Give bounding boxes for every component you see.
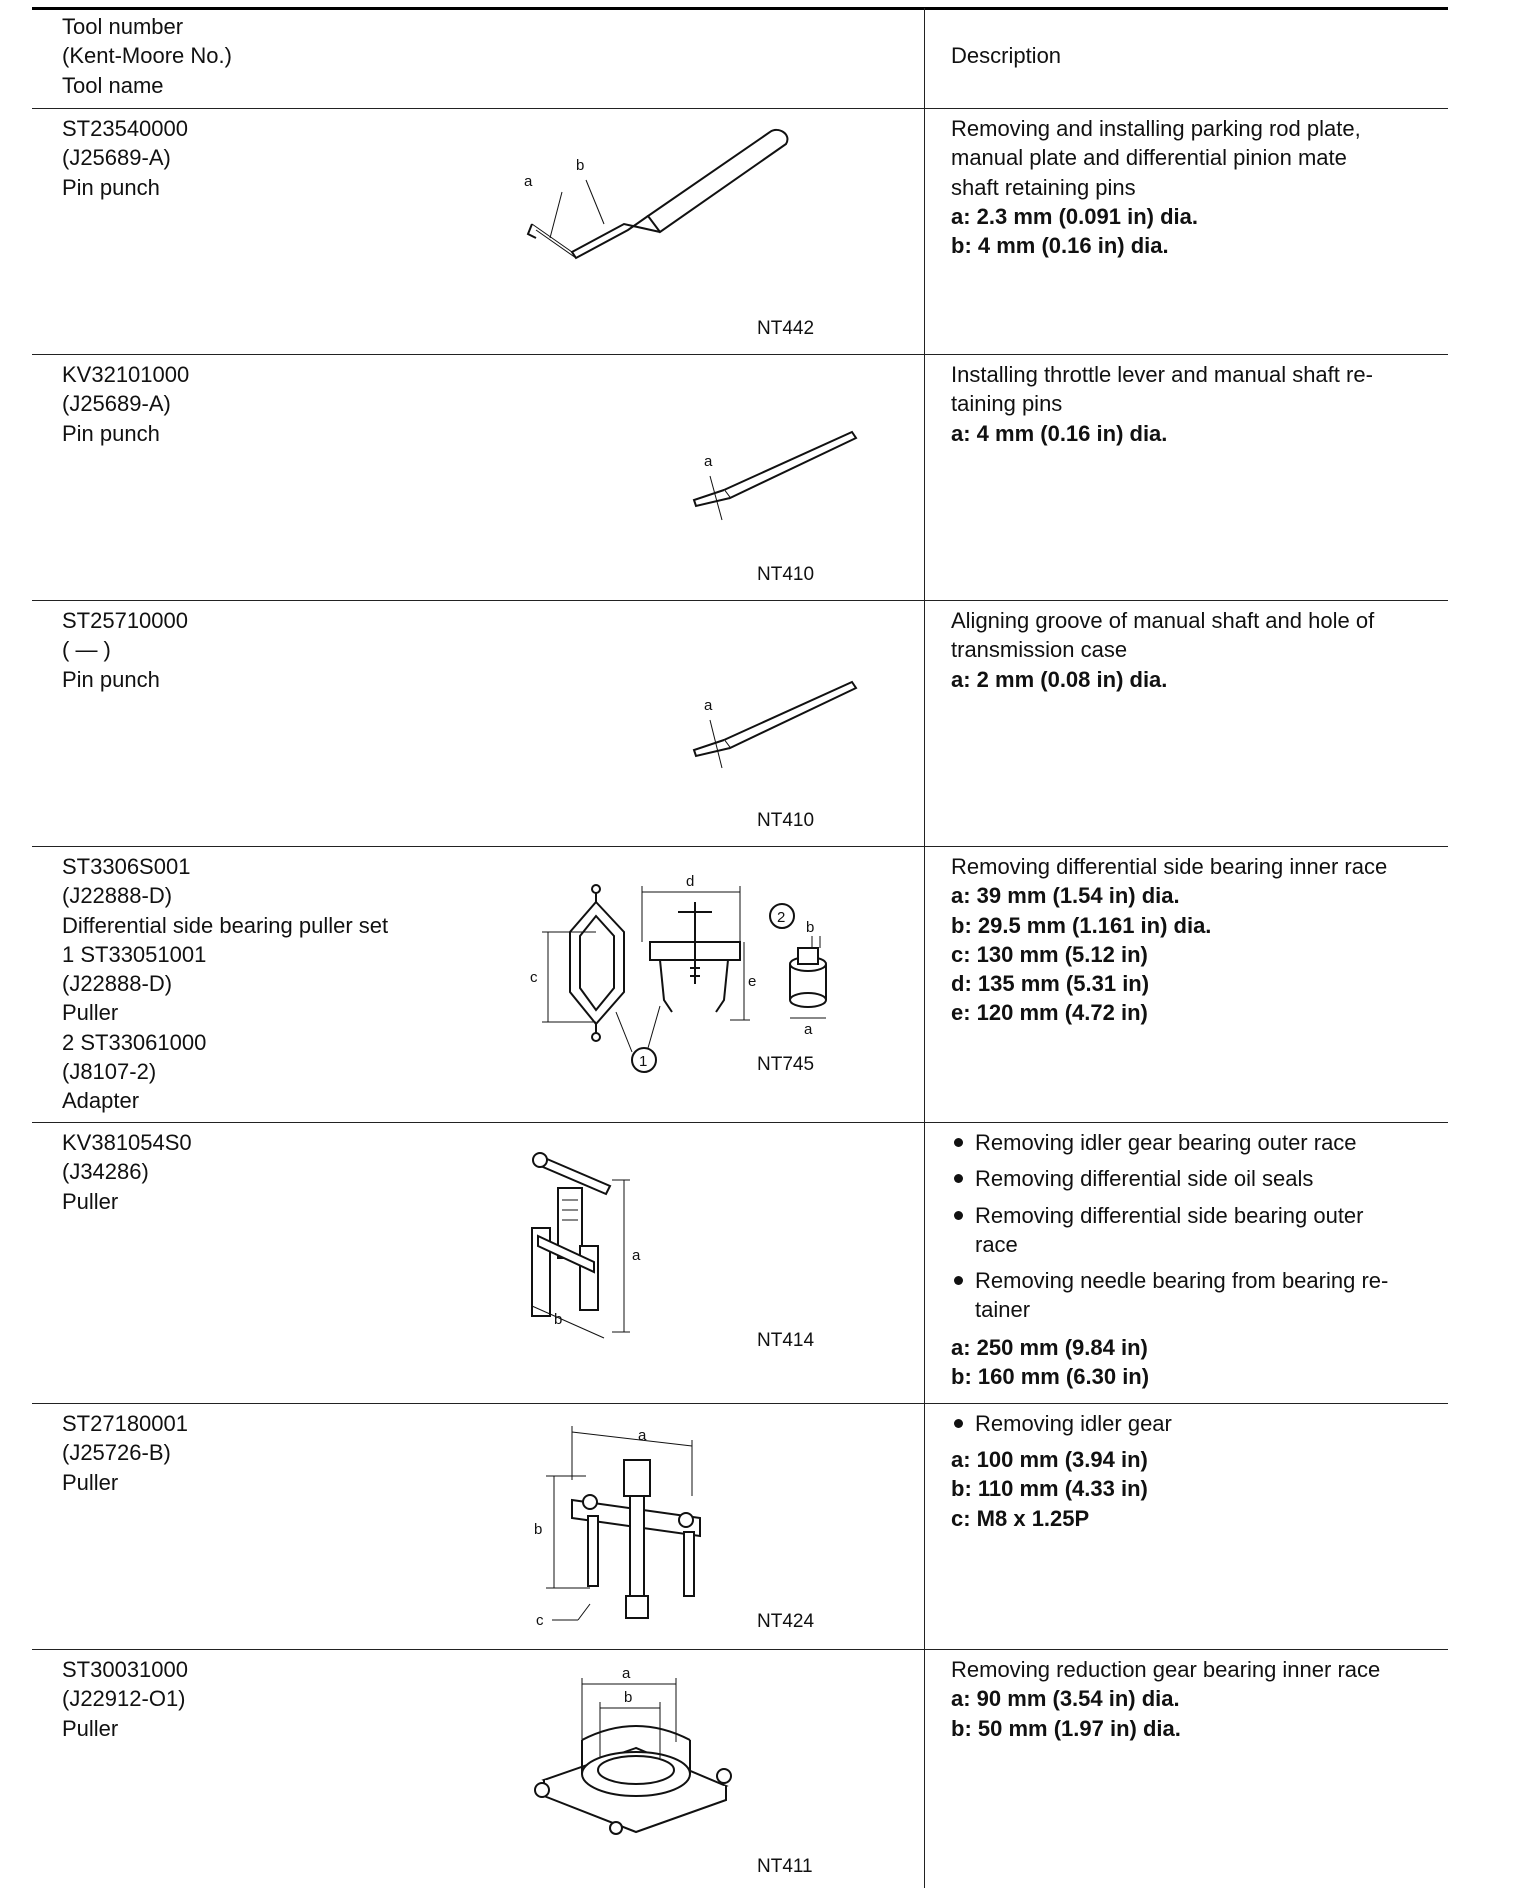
figure-code: NT414: [757, 1330, 815, 1351]
row-rule: [32, 1403, 1448, 1404]
description-line: Removing differential side bearing inner race: [951, 854, 1388, 879]
figure-label: b: [554, 1311, 563, 1328]
figure-label: a: [804, 1021, 813, 1038]
figure-label: a: [704, 697, 713, 714]
header-description: Description: [951, 43, 1062, 68]
tool-name: Puller: [62, 1469, 119, 1495]
spec-line: d: 135 mm (5.31 in): [951, 971, 1150, 997]
table-top-rule: [32, 7, 1448, 10]
tool-number: ST25710000: [62, 608, 188, 633]
figure-code: NT424: [757, 1611, 815, 1632]
task-item: Removing idler gear: [951, 1409, 1172, 1438]
tool-name: Puller: [62, 1715, 119, 1741]
pin-punch-figure: [680, 420, 860, 530]
description-line: Removing reduction gear bearing inner race: [951, 1657, 1381, 1682]
description-cell: [951, 360, 1373, 448]
figure-label: b: [534, 1521, 543, 1538]
spec-line: a: 90 mm (3.54 in) dia.: [951, 1686, 1180, 1712]
tool-number: ST27180001: [62, 1411, 188, 1436]
spec-line: a: 100 mm (3.94 in): [951, 1447, 1148, 1472]
row-rule: [32, 846, 1448, 847]
tool-name: Pin punch: [62, 174, 160, 200]
kent-moore-number: (J25689-A): [62, 145, 171, 171]
figure-label: e: [748, 973, 757, 990]
tool-cell: [62, 1655, 188, 1743]
component-name: Puller: [62, 1000, 119, 1026]
figure-label: b: [576, 157, 585, 174]
bearing-race-puller-figure: [526, 1662, 746, 1832]
figure-label: d: [686, 873, 695, 890]
task-item: Removing differential side oil seals: [951, 1164, 1388, 1193]
component-number: 2 ST33061000: [62, 1029, 207, 1055]
t-handle-puller-figure: [520, 1136, 670, 1346]
task-item: Removing needle bearing from bearing re- tainer: [951, 1266, 1388, 1325]
component-number: 1 ST33051001: [62, 941, 207, 967]
figure-label: c: [536, 1612, 544, 1629]
spec-line: b: 4 mm (0.16 in) dia.: [951, 233, 1169, 259]
description-cell: [951, 852, 1387, 1028]
tool-name: Pin punch: [62, 420, 160, 446]
figure-callout-2: 2: [777, 909, 786, 926]
description-line: Installing throttle lever and manual shaft re-: [951, 362, 1373, 387]
figure-label: a: [632, 1247, 641, 1264]
kent-moore-number: (J22888-D): [62, 883, 173, 909]
kent-moore-number: (J22888-D): [62, 971, 173, 997]
task-item: Removing idler gear bearing outer race: [951, 1128, 1388, 1157]
kent-moore-number: (J25689-A): [62, 391, 171, 417]
tool-cell: [62, 606, 188, 694]
figure-label: a: [638, 1427, 647, 1444]
tool-cell: [62, 1409, 188, 1497]
tool-name: Puller: [62, 1188, 119, 1214]
row-rule: [32, 1649, 1448, 1650]
spec-line: c: 130 mm (5.12 in): [951, 941, 1148, 967]
spec-line: c: M8 x 1.25P: [951, 1505, 1090, 1531]
tool-cell: [62, 852, 388, 1116]
tool-name: Pin punch: [62, 666, 160, 692]
figure-code: NT411: [757, 1856, 813, 1877]
header-rule: [32, 108, 1448, 109]
idler-gear-puller-figure: [530, 1420, 730, 1630]
tool-number: KV381054S0: [62, 1130, 192, 1155]
tool-name: Differential side bearing puller set: [62, 912, 389, 938]
header-tool-name: Tool name: [62, 72, 164, 98]
row-rule: [32, 1122, 1448, 1123]
spec-line: e: 120 mm (4.72 in): [951, 1000, 1148, 1026]
description-line: taining pins: [951, 391, 1063, 417]
kent-moore-number: ( — ): [62, 637, 111, 663]
spec-line: a: 2.3 mm (0.091 in) dia.: [951, 203, 1198, 229]
task-item: Removing differential side bearing outer race: [951, 1201, 1388, 1260]
component-name: Adapter: [62, 1088, 140, 1114]
tool-cell: [62, 1128, 192, 1216]
row-rule: [32, 354, 1448, 355]
spec-line: a: 4 mm (0.16 in) dia.: [951, 420, 1168, 446]
spec-line: b: 110 mm (4.33 in): [951, 1476, 1148, 1502]
description-line: Removing and installing parking rod plate,: [951, 116, 1361, 141]
header-tool-column: [62, 12, 232, 100]
column-divider: [924, 8, 925, 1888]
figure-code: NT410: [757, 810, 815, 831]
description-line: shaft retaining pins: [951, 174, 1136, 200]
description-cell: [951, 1655, 1380, 1743]
figure-code: NT410: [757, 564, 815, 585]
spec-line: a: 2 mm (0.08 in) dia.: [951, 666, 1168, 692]
spec-line: b: 29.5 mm (1.161 in) dia.: [951, 912, 1212, 938]
bearing-puller-set-figure: [520, 872, 840, 1082]
figure-label: b: [806, 919, 815, 936]
pin-punch-figure: [520, 120, 820, 270]
header-kent-moore: (Kent-Moore No.): [62, 43, 232, 69]
figure-label: a: [622, 1665, 631, 1682]
kent-moore-number: (J22912-O1): [62, 1686, 186, 1712]
spec-block: [951, 1445, 1148, 1533]
description-cell: [951, 606, 1374, 694]
figure-label: c: [530, 969, 538, 986]
pin-punch-figure: [680, 670, 860, 780]
figure-label: b: [624, 1689, 633, 1706]
kent-moore-number: (J25726-B): [62, 1440, 171, 1466]
tool-number: ST30031000: [62, 1657, 188, 1682]
spec-block: [951, 1333, 1149, 1392]
task-list: [951, 1128, 1388, 1332]
description-line: manual plate and differential pinion mate: [951, 145, 1347, 171]
spec-line: b: 50 mm (1.97 in) dia.: [951, 1715, 1181, 1741]
description-cell: [951, 114, 1361, 260]
tool-number: ST23540000: [62, 116, 188, 141]
tool-number: ST3306S001: [62, 854, 191, 879]
tool-cell: [62, 360, 189, 448]
kent-moore-number: (J34286): [62, 1159, 149, 1185]
figure-code: NT745: [757, 1054, 815, 1075]
spec-line: a: 250 mm (9.84 in): [951, 1335, 1148, 1360]
figure-label: a: [704, 453, 713, 470]
figure-code: NT442: [757, 318, 815, 339]
description-line: Aligning groove of manual shaft and hole of: [951, 608, 1375, 633]
kent-moore-number: (J8107-2): [62, 1059, 157, 1085]
tool-number: KV32101000: [62, 362, 190, 387]
header-tool-number: Tool number: [62, 14, 184, 39]
spec-line: b: 160 mm (6.30 in): [951, 1364, 1150, 1390]
figure-callout-1: 1: [639, 1053, 648, 1070]
row-rule: [32, 600, 1448, 601]
task-list: [951, 1409, 1172, 1445]
tool-cell: [62, 114, 188, 202]
figure-label: a: [524, 173, 533, 190]
description-line: transmission case: [951, 637, 1128, 663]
spec-line: a: 39 mm (1.54 in) dia.: [951, 883, 1180, 909]
